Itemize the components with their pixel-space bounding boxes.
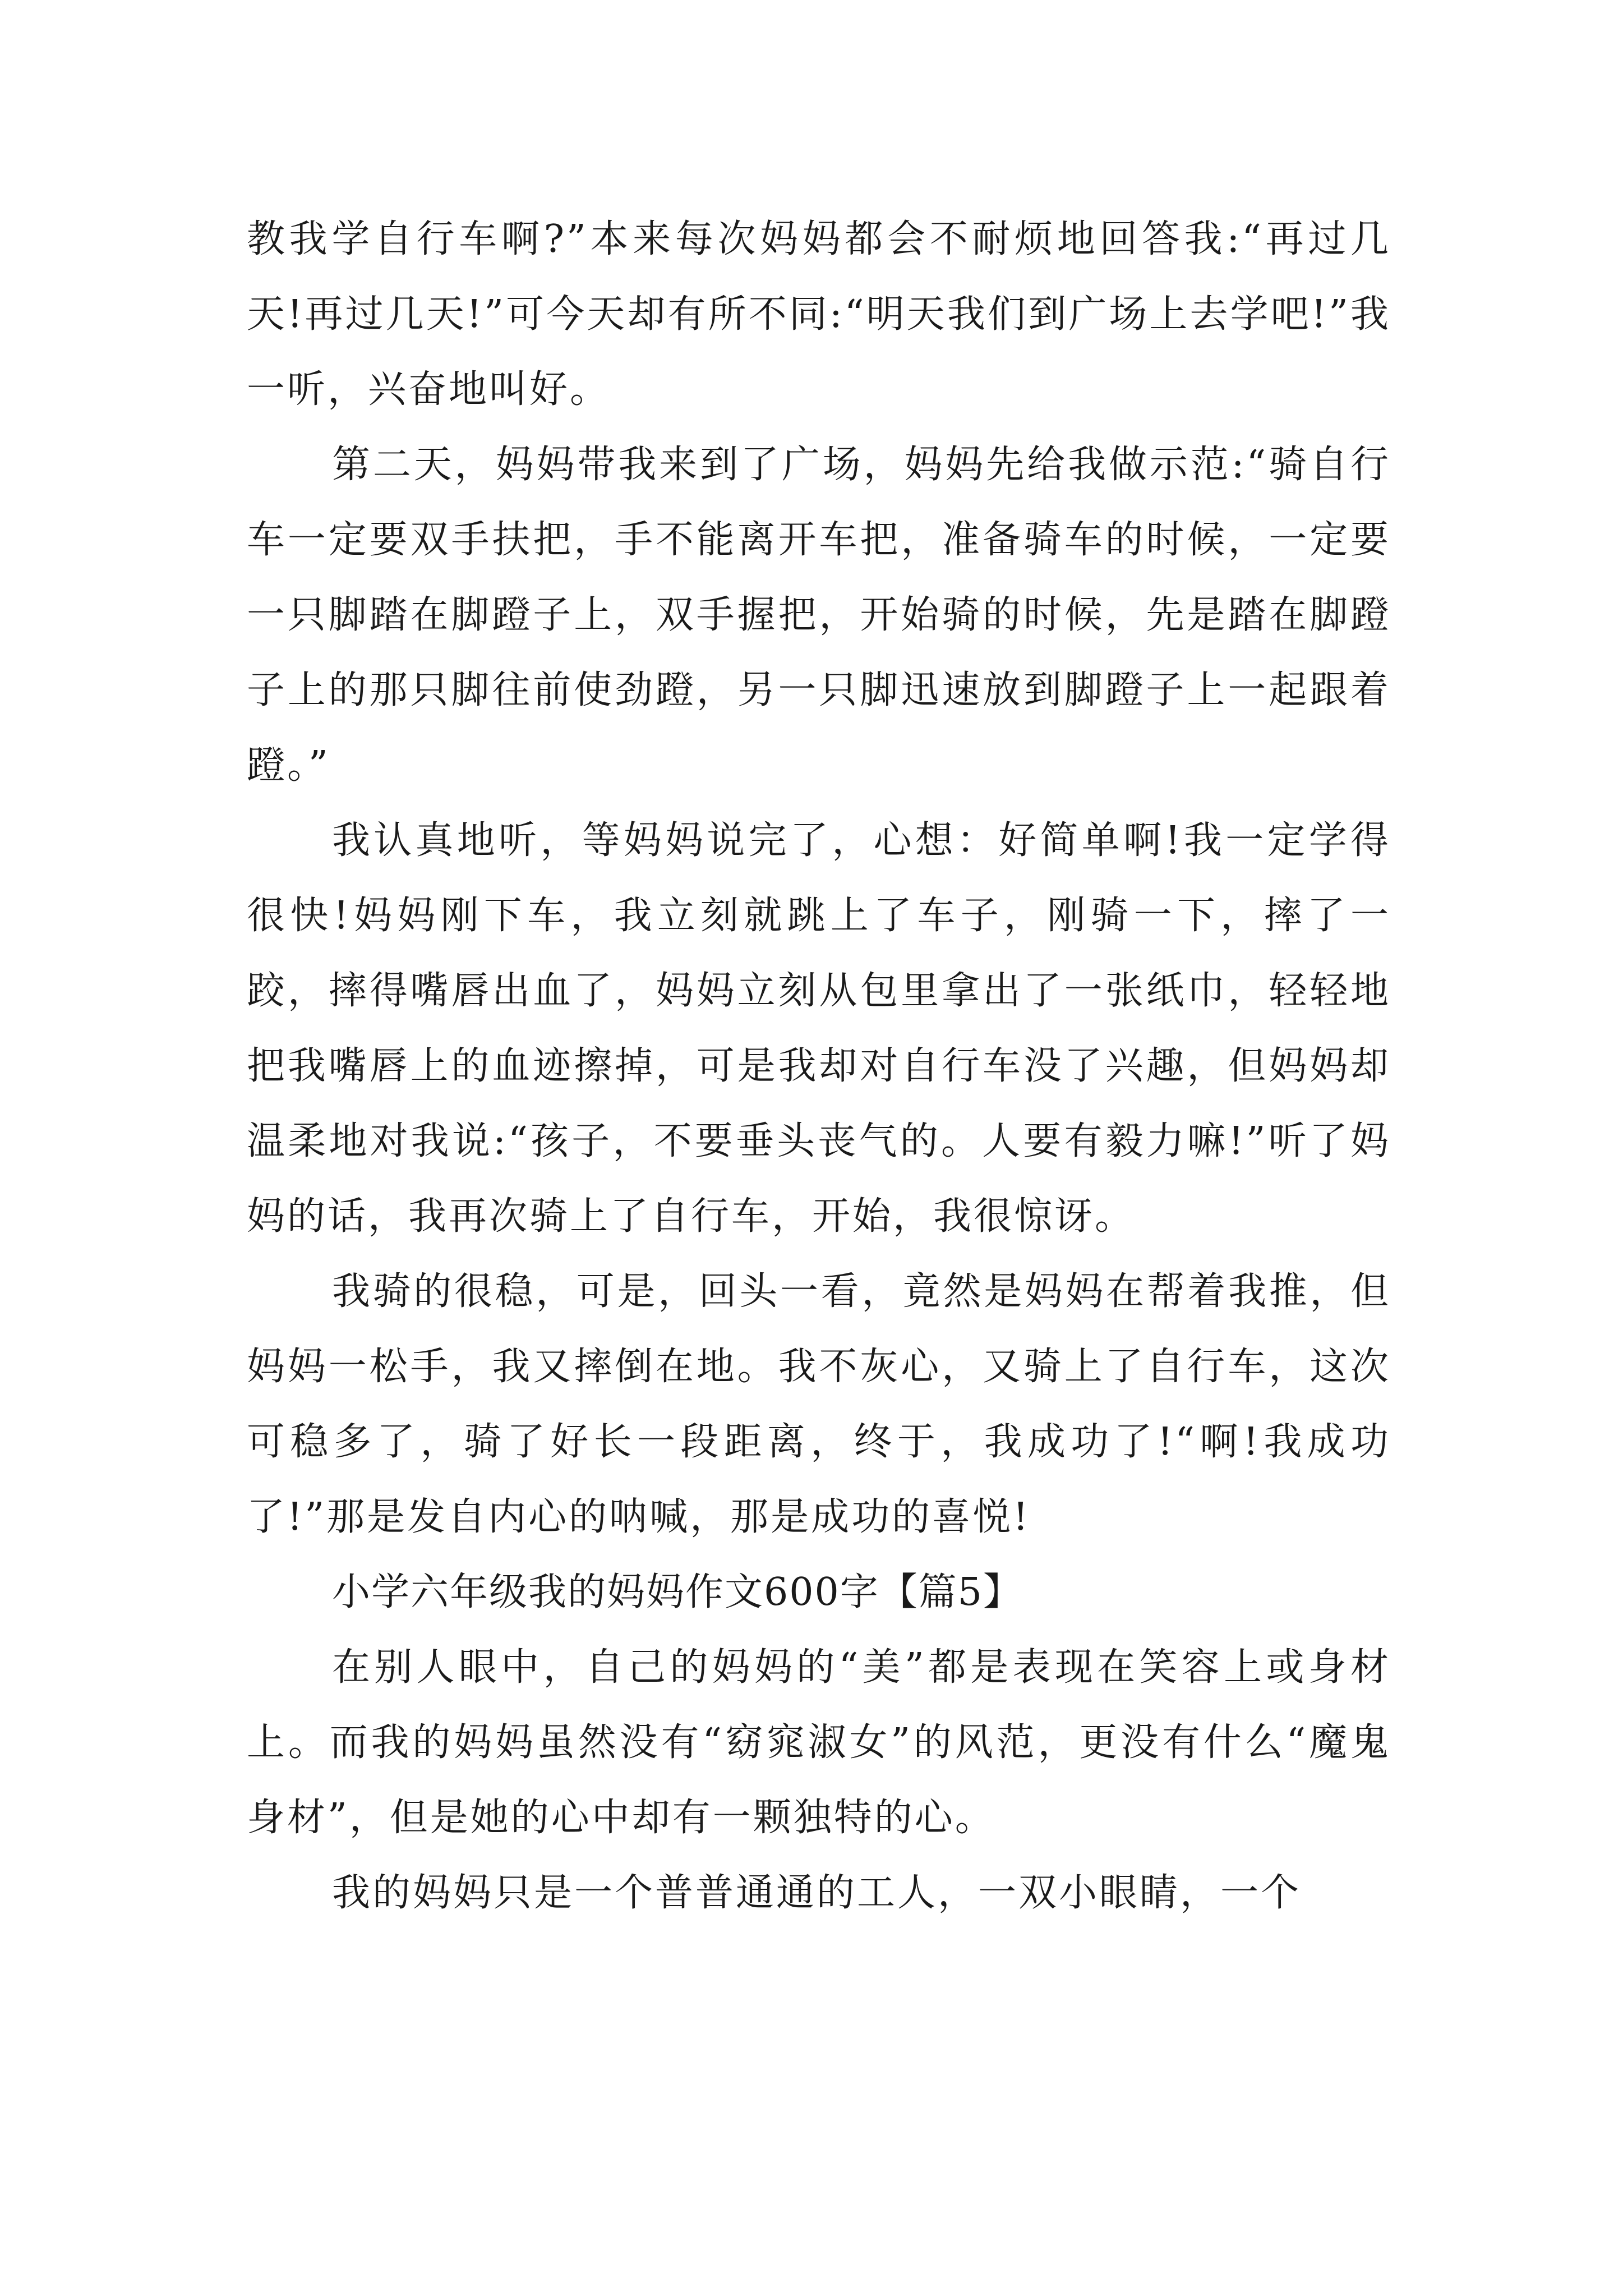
paragraph-demonstration: 第二天，妈妈带我来到了广场，妈妈先给我做示范:“骑自行车一定要双手扶把，手不能离开车把，准备骑车的时候，一定要一只脚踏在脚蹬子上，双手握把，开始骑的时候，先是踏在脚蹬子上的那只脚往前使劲蹬，另一只脚迅速放到脚蹬子上一起跟着蹬。”	[247, 443, 1391, 788]
essay-body	[247, 202, 1391, 1931]
paragraph-continuation: 教我学自行车啊?”本来每次妈妈都会不耐烦地回答我:“再过几天!再过几天!”可今天却有所不同:“明天我们到广场上去学吧!”我一听，兴奋地叫好。	[247, 217, 1391, 412]
paragraph-success: 我骑的很稳，可是，回头一看，竟然是妈妈在帮着我推，但妈妈一松手，我又摔倒在地。我不灰心，又骑上了自行车，这次可稳多了，骑了好长一段距离，终于，我成功了!“啊!我成功了!”那是发自内心的呐喊，那是成功的喜悦!	[247, 1269, 1391, 1539]
section-heading: 小学六年级我的妈妈作文600字【篇5】	[332, 1570, 1023, 1614]
paragraph-mother-beauty: 在别人眼中，自己的妈妈的“美”都是表现在笑容上或身材上。而我的妈妈虽然没有“窈窕淑女”的风范，更没有什么“魔鬼身材”，但是她的心中却有一颗独特的心。	[247, 1645, 1391, 1840]
paragraph-mother-worker: 我的妈妈只是一个普普通通的工人，一双小眼睛，一个	[332, 1871, 1302, 1915]
paragraph-first-attempt: 我认真地听，等妈妈说完了，心想：好简单啊!我一定学得很快!妈妈刚下车，我立刻就跳上了车子，刚骑一下，摔了一跤，摔得嘴唇出血了，妈妈立刻从包里拿出了一张纸巾，轻轻地把我嘴唇上的血迹擦掉，可是我却对自行车没了兴趣，但妈妈却温柔地对我说:“孩子，不要垂头丧气的。人要有毅力嘛!”听了妈妈的话，我再次骑上了自行车，开始，我很惊讶。	[247, 818, 1391, 1239]
